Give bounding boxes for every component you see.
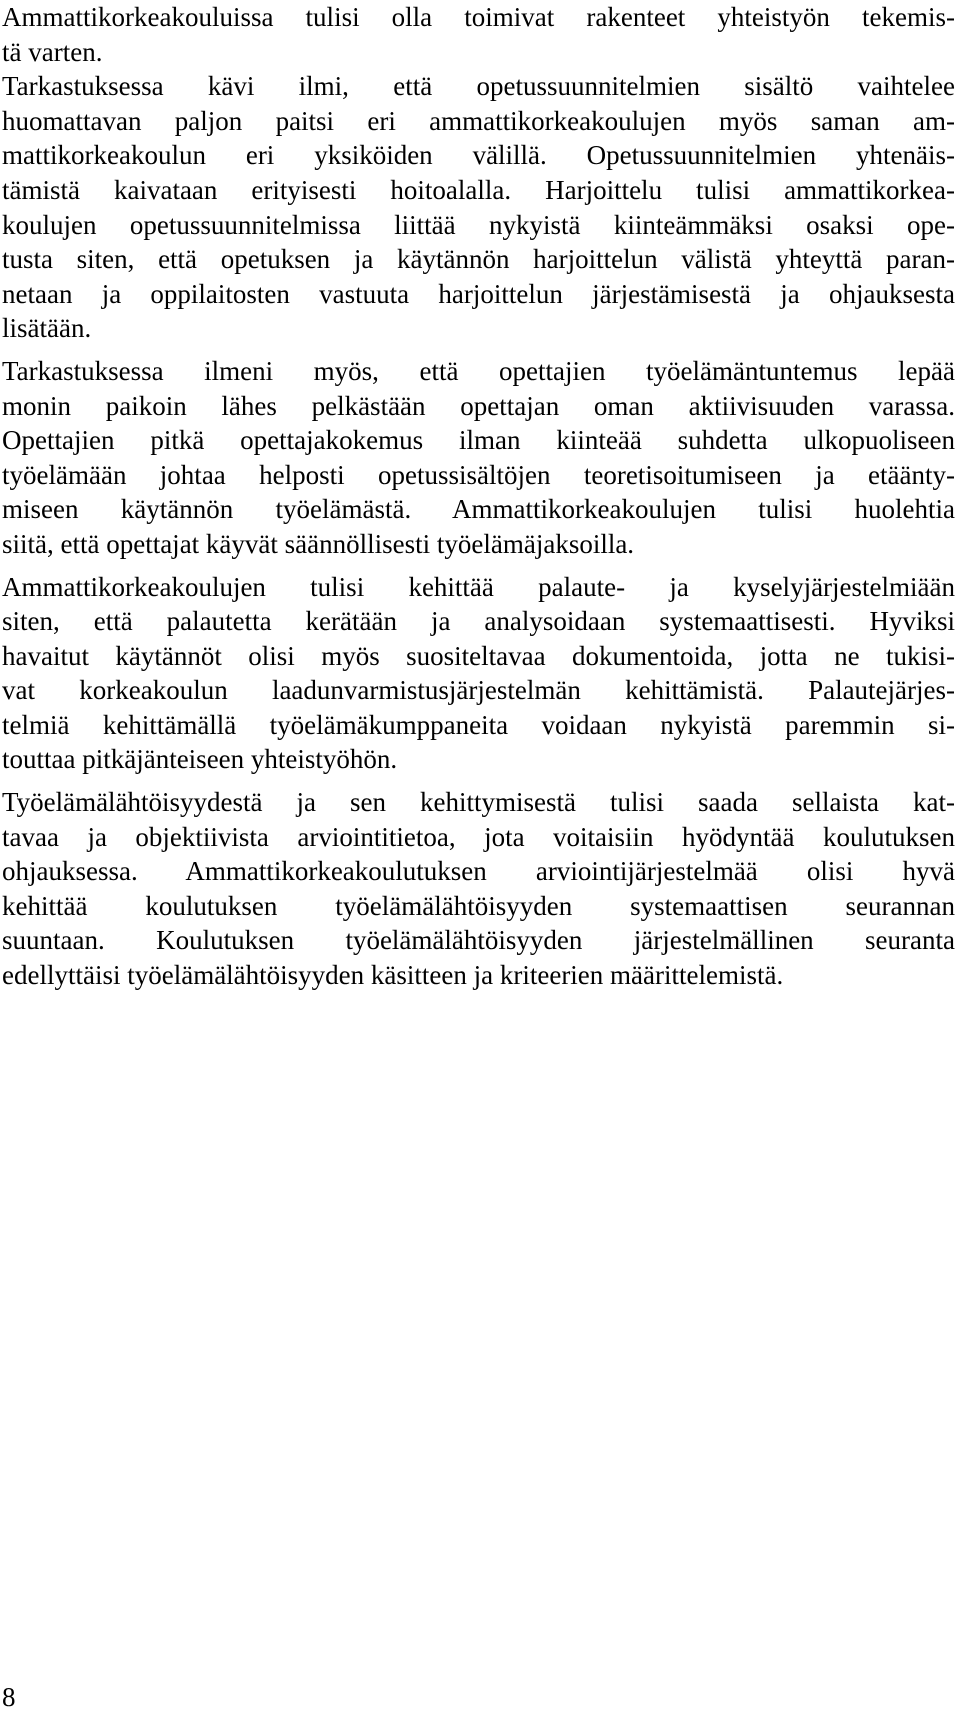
text-line: Ammattikorkeakouluissa tulisi olla toimivat rakenteet yhteistyön tekemis-	[2, 2, 955, 32]
text-line: siitä, että opettajat käyvät säännöllisesti työelämäjaksoilla.	[2, 528, 635, 559]
paragraph-1	[2, 0, 955, 69]
text-line: työelämään johtaa helposti opetussisältöjen teoretisoitumiseen ja etäänty-	[2, 459, 955, 490]
text-line: kehittää koulutuksen työelämälähtöisyyden systemaattisen seurannan	[2, 890, 955, 921]
text-line: netaan ja oppilaitosten vastuuta harjoittelun järjestämisestä ja ohjauksesta	[2, 278, 955, 309]
paragraph-5	[2, 785, 955, 993]
text-line: mattikorkeakoulun eri yksiköiden välillä. Opetussuunnitelmien yhtenäis-	[2, 140, 955, 171]
text-line: tusta siten, että opetuksen ja käytännön harjoittelun välistä yhteyttä paran-	[2, 244, 955, 275]
text-line: edellyttäisi työelämälähtöisyyden käsitteen ja kriteerien määrittelemistä.	[2, 960, 784, 991]
text-line: tä varten.	[2, 36, 103, 67]
text-line: huomattavan paljon paitsi eri ammattikorkeakoulujen myös saman am-	[2, 105, 955, 136]
text-line: telmiä kehittämällä työelämäkumppaneita voidaan nykyistä paremmin si-	[2, 709, 955, 740]
paragraph-4	[2, 570, 955, 778]
text-line: siten, että palautetta kerätään ja analysoidaan systemaattisesti. Hyviksi	[2, 606, 955, 637]
text-line: Ammattikorkeakoulujen tulisi kehittää palaute- ja kyselyjärjestelmiään	[2, 571, 955, 602]
paragraph-gap	[2, 346, 955, 354]
text-line: tämistä kaivataan erityisesti hoitoalalla. Harjoittelu tulisi ammattikorkea-	[2, 174, 955, 205]
text-line: koulujen opetussuunnitelmissa liittää nykyistä kiinteämmäksi osaksi ope-	[2, 209, 955, 240]
text-line: Työelämälähtöisyydestä ja sen kehittymisestä tulisi saada sellaista kat-	[2, 787, 955, 818]
text-line: miseen käytännön työelämästä. Ammattikorkeakoulujen tulisi huolehtia	[2, 494, 955, 525]
paragraph-gap	[2, 777, 955, 785]
paragraph-3	[2, 354, 955, 562]
text-line: suuntaan. Koulutuksen työelämälähtöisyyden järjestelmällinen seuranta	[2, 925, 955, 956]
text-line: ohjauksessa. Ammattikorkeakoulutuksen arviointijärjestelmää olisi hyvä	[2, 856, 955, 887]
text-line: tavaa ja objektiivista arviointitietoa, jota voitaisiin hyödyntää koulutuksen	[2, 821, 955, 852]
text-line: Tarkastuksessa kävi ilmi, että opetussuunnitelmien sisältö vaihtelee	[2, 71, 955, 102]
document-page	[2, 0, 955, 993]
page-number: 8	[2, 1682, 16, 1712]
text-line: lisätään.	[2, 313, 92, 344]
text-line: Tarkastuksessa ilmeni myös, että opettajien työelämäntuntemus lepää	[2, 355, 955, 386]
text-line: vat korkeakoulun laadunvarmistusjärjestelmän kehittämistä. Palautejärjes-	[2, 675, 955, 706]
text-line: touttaa pitkäjänteiseen yhteistyöhön.	[2, 744, 398, 775]
text-line: monin paikoin lähes pelkästään opettajan oman aktiivisuuden varassa.	[2, 390, 955, 421]
paragraph-gap	[2, 562, 955, 570]
paragraph-2	[2, 69, 955, 346]
text-line: havaitut käytännöt olisi myös suositeltavaa dokumentoida, jotta ne tukisi-	[2, 640, 955, 671]
text-line: Opettajien pitkä opettajakokemus ilman kiinteää suhdetta ulkopuoliseen	[2, 425, 955, 456]
